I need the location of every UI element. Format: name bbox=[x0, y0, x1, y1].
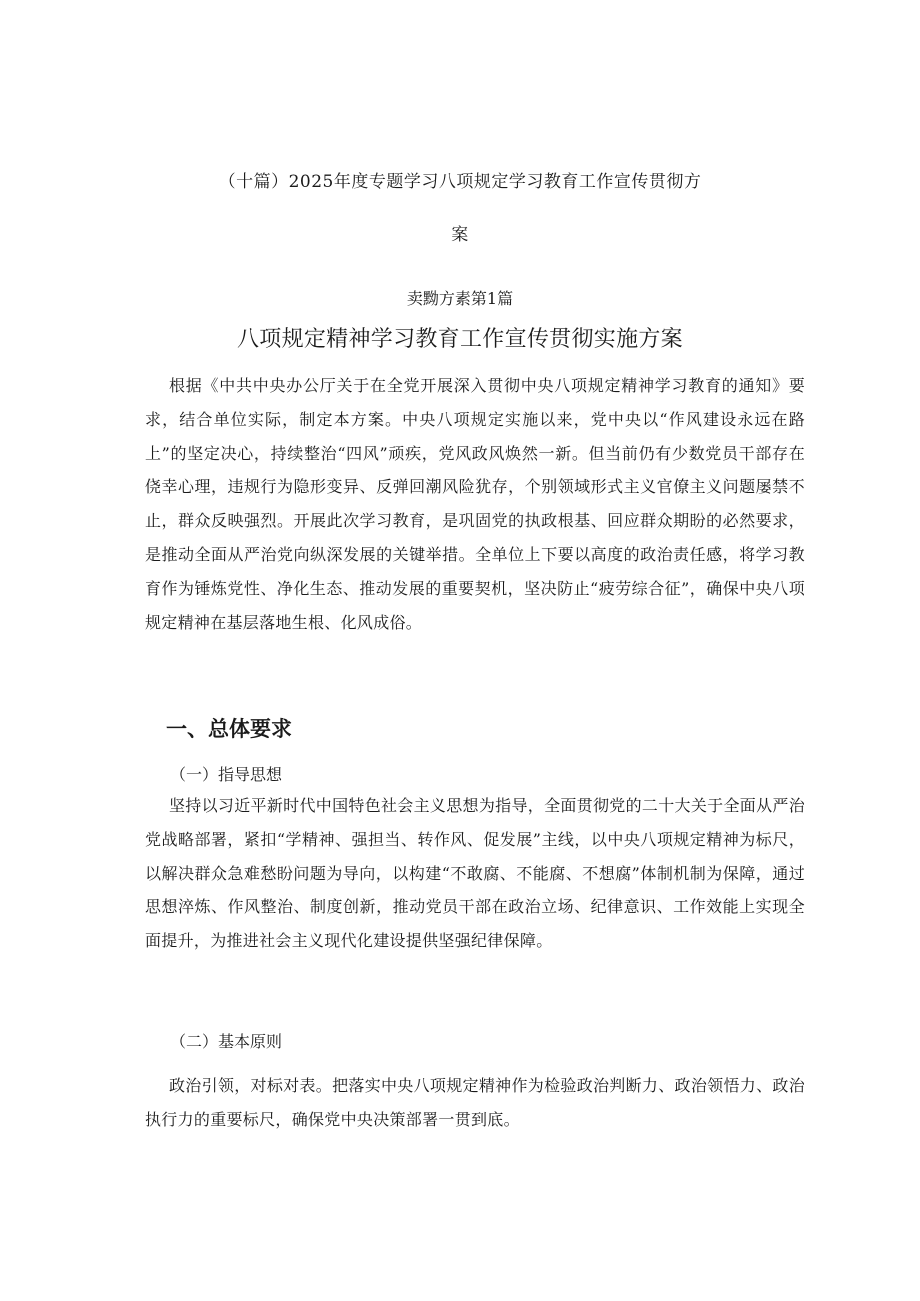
document-title-line2: 案 bbox=[451, 225, 469, 245]
document-title bbox=[165, 156, 755, 262]
sub-heading-basic-principles: （二）基本原则 bbox=[170, 1032, 283, 1051]
main-heading: 八项规定精神学习教育工作宣传贯彻实施方案 bbox=[236, 327, 683, 352]
sub-heading-guiding-thought: （一）指导思想 bbox=[170, 765, 283, 784]
paragraph-intro: 根据《中共中央办公厅关于在全党开展深入贯彻中央八项规定精神学习教育的通知》要求，结合单位实际，制定本方案。中央八项规定实施以来，党中央以“作风建设永远在路上”的坚定决心，持续整治“四风”顽疾，党风政风焕然一新。但当前仍有少数党员干部存在侥幸心理，违规行为隐形变异、反弹回潮风险犹存，个别领域形式主义官僚主义问题屡禁不止，群众反映强烈。开展此次学习教育，是巩固党的执政根基、回应群众期盼的必然要求，是推动全面从严治党向纵深发展的关键举措。全单位上下要以高度的政治责任感，将学习教育作为锤炼党性、净化生态、推动发展的重要契机，坚决防止“疲劳综合征”，确保中央八项规定精神在基层落地生根、化风成俗。 bbox=[145, 376, 805, 632]
section-heading-general-requirements: 一、总体要求 bbox=[166, 717, 292, 741]
paragraph-guiding-thought: 坚持以习近平新时代中国特色社会主义思想为指导，全面贯彻党的二十大关于全面从严治党战略部署，紧扣“学精神、强担当、转作风、促发展”主线，以中央八项规定精神为标尺，以解决群众急难愁盼问题为导向，以构建“不敢腐、不能腐、不想腐”体制机制为保障，通过思想淬炼、作风整治、制度创新，推动党员干部在政治立场、纪律意识、工作效能上实现全面提升，为推进社会主义现代化建设提供坚强纪律保障。 bbox=[145, 796, 805, 951]
paragraph-basic-principles: 政治引领，对标对表。把落实中央八项规定精神作为检验政治判断力、政治领悟力、政治执行力的重要标尺，确保党中央决策部署一贯到底。 bbox=[145, 1076, 805, 1129]
document-subtitle: 卖黝方素第1篇 bbox=[406, 289, 514, 308]
document-title-line1: （十篇）2025年度专题学习八项规定学习教育工作宣传贯彻方 bbox=[218, 172, 702, 192]
